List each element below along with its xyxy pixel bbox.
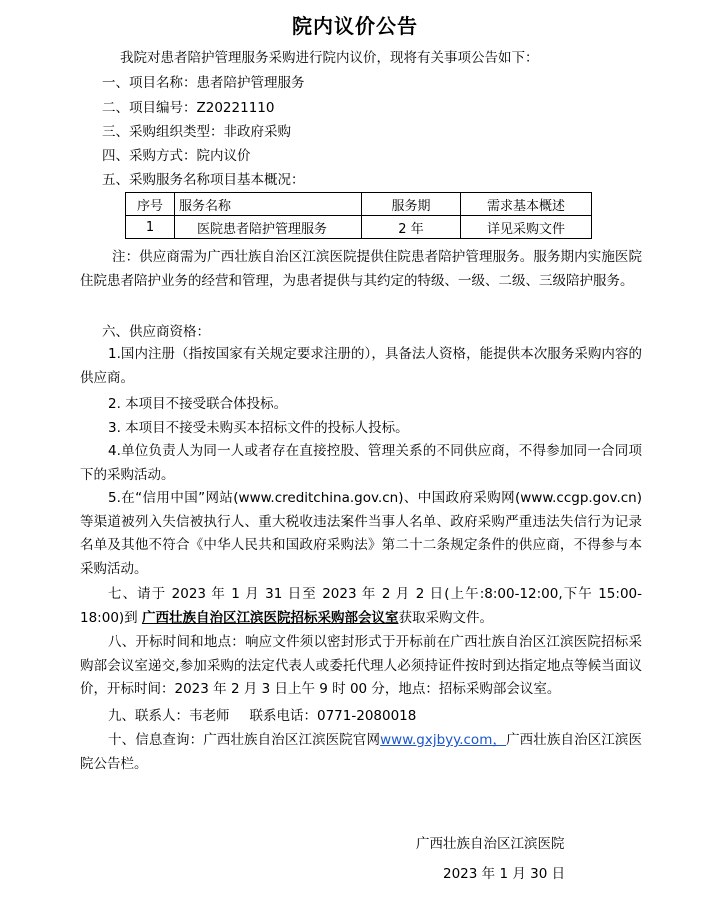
section-7-suffix: 获取采购文件。 (398, 609, 493, 626)
table-header-cell: 服务名称 (175, 193, 362, 216)
table-cell: 详见采购文件 (461, 216, 592, 239)
page-title: 院内议价公告 (292, 14, 418, 38)
contact-person: 九、联系人：韦老师 (108, 708, 230, 724)
item-project-name: 一、项目名称：患者陪护管理服务 (102, 75, 305, 91)
contact-phone: 联系电话：0771-2080018 (249, 708, 417, 724)
qualification-2: 2. 本项目不接受联合体投标。 (108, 396, 288, 412)
table-cell: 1 (126, 216, 175, 239)
section-10-prefix: 十、信息查询：广西壮族自治区江滨医院官网 (108, 732, 381, 748)
table-header-row (126, 193, 592, 216)
section-7-place: 广西壮族自治区江滨医院招标采购部会议室 (141, 609, 399, 626)
qualification-title: 六、供应商资格： (102, 324, 210, 340)
qualification-1: 1.国内注册（指按国家有关规定要求注册的），具备法人资格，能提供本次服务采购内容的供应商。 (80, 346, 642, 386)
table-cell: 2 年 (362, 216, 461, 239)
table-header-cell: 服务期 (362, 193, 461, 216)
section-7-prefix: 七、请于 2023 年 1 月 31 日至 2023 年 2 月 2 日(上午:8:00-12:00,下午 15:00-18:00) (80, 586, 642, 626)
item-service-overview: 五、采购服务名称项目基本概况： (102, 172, 305, 188)
table-header-cell: 序号 (126, 193, 175, 216)
qualification-5: 5.在“信用中国”网站(www.creditchina.gov.cn)、中国政府采购网(www.ccgp.gov.cn)等渠道被列入失信被执行人、重大税收违法案件当事人名单、政府采购严重违法失信行为记录名单及其他不符合《中华人民共和国政府采购法》第二十二条规定条件的供应商，不得参与本采购活动。 (80, 490, 642, 577)
service-table (125, 192, 592, 239)
table-cell: 医院患者陪护管理服务 (175, 216, 362, 239)
signature-date: 2023 年 1 月 30 日 (443, 866, 566, 882)
item-procurement-method: 四、采购方式：院内议价 (102, 148, 251, 164)
section-8: 八、开标时间和地点：响应文件须以密封形式于开标前在广西壮族自治区江滨医院招标采购部会议室递交,参加采购的法定代表人或委托代理人必须持证件按时到达指定地点等候当面议价，开标时间：2023 年 2 月 3 日上午 9 时 00 分，地点：招标采购部会议室。 (80, 634, 642, 697)
note-text: 注：供应商需为广西壮族自治区江滨医院提供住院患者陪护管理服务。服务期内实施医院住院患者陪护业务的经营和管理，为患者提供与其约定的特级、一级、二级、三级陪护服务。 (80, 249, 642, 289)
intro-text: 我院对患者陪护管理服务采购进行院内议价，现将有关事项公告如下： (120, 50, 539, 66)
item-org-type: 三、采购组织类型：非政府采购 (102, 124, 291, 140)
section-10-suffix: 广西壮族自治区江滨医院公告栏。 (80, 732, 643, 772)
section-7-to: 到 (124, 609, 138, 626)
section-10 (80, 729, 642, 776)
item-project-number: 二、项目编号：Z20221110 (102, 100, 275, 116)
section-7 (80, 583, 642, 630)
qualification-4: 4.单位负责人为同一人或者存在直接控股、管理关系的不同供应商，不得参加同一合同项下的采购活动。 (80, 443, 642, 483)
signature-org: 广西壮族自治区江滨医院 (416, 836, 565, 852)
section-9 (108, 706, 416, 726)
table-row (126, 216, 592, 239)
qualification-3: 3. 本项目不接受未购买本招标文件的投标人投标。 (108, 420, 409, 436)
hospital-website-link[interactable]: www.gxjbyy.com， (380, 732, 507, 748)
table-header-cell: 需求基本概述 (461, 193, 592, 216)
